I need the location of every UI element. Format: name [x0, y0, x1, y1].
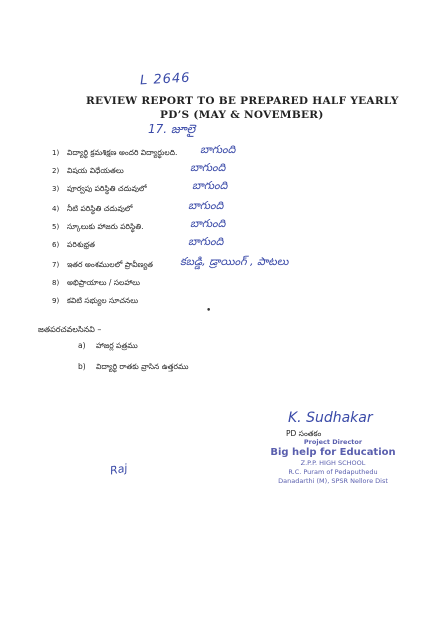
- item-number: 2): [52, 167, 60, 175]
- item-number: 5): [52, 223, 60, 231]
- stray-mark: •: [206, 306, 212, 316]
- item-label: ఇతర అంశములలో ప్రావీణ్యత: [67, 260, 154, 269]
- attachment-label: విద్యార్థి రాతకు వ్రాసిన ఉత్తరము: [96, 362, 189, 371]
- item-answer: బాగుంది: [188, 199, 224, 212]
- item-answer: బాగుంది: [190, 217, 226, 230]
- handwritten-initials: Raj: [109, 461, 129, 478]
- item-label: విషయ విధేయతలు: [67, 166, 124, 175]
- stamp-line: R.C. Puram of Pedaputhedu: [288, 468, 378, 476]
- item-answer: బాగుంది: [200, 143, 236, 156]
- item-label: నీటి పరిస్థితి చదువులో: [67, 204, 133, 213]
- item-answer: బాగుంది: [192, 179, 228, 192]
- attachment-label: హాజర్ల పత్రము: [96, 341, 138, 350]
- stamp-line: Z.P.P. HIGH SCHOOL: [300, 459, 366, 467]
- item-number: 1): [52, 149, 60, 157]
- item-number: 3): [52, 185, 60, 193]
- list-item: [0, 179, 435, 200]
- pd-signature-label: PD సంతకం: [286, 429, 322, 438]
- report-title-line2: PD’S (MAY & NOVEMBER): [160, 109, 324, 121]
- item-label: పూర్వపు పరిస్థితి చదువులో: [67, 184, 147, 193]
- attachment-letter: a): [78, 341, 86, 350]
- reference-number: L 2646: [139, 70, 191, 89]
- handwritten-date: 17. జూలై: [148, 122, 196, 136]
- item-answer: కబడ్డి, డ్రాయింగ్ , పాటలు: [180, 255, 289, 268]
- item-number: 8): [52, 279, 60, 287]
- item-number: 4): [52, 205, 60, 213]
- item-label: అభిప్రాయాలు / సలహాలు: [67, 278, 141, 287]
- report-title-line1: REVIEW REPORT TO BE PREPARED HALF YEARLY: [86, 95, 399, 107]
- list-item: [0, 294, 435, 312]
- list-item: [0, 235, 435, 256]
- signature-handwritten: K. Sudhakar: [288, 410, 373, 426]
- item-answer: బాగుంది: [190, 161, 226, 174]
- item-number: 7): [52, 261, 60, 269]
- stamp-line: Project Director: [303, 438, 363, 446]
- item-number: 6): [52, 241, 60, 249]
- item-label: విద్యార్థి క్రమశిక్షణ అందరి విద్యార్థులది.: [67, 148, 178, 157]
- item-number: 9): [52, 297, 60, 305]
- item-answer: బాగుంది: [188, 235, 224, 248]
- list-item: [0, 276, 435, 294]
- item-label: స్కూలుకు హాజరు పరిస్థితి.: [67, 222, 144, 231]
- item-label: కవిటి సభ్యుల సూచనలు: [67, 296, 139, 305]
- school-stamp: [268, 438, 398, 486]
- attachments-heading: జతపరచవలసినవి –: [38, 325, 102, 334]
- attachment-letter: b): [78, 362, 86, 371]
- stamp-line: Danadarthi (M), SPSR Nellore Dist: [278, 477, 388, 485]
- stamp-line: Big help for Education: [270, 447, 396, 458]
- item-label: పరిశుభ్రత: [67, 240, 95, 249]
- list-item: [0, 255, 435, 276]
